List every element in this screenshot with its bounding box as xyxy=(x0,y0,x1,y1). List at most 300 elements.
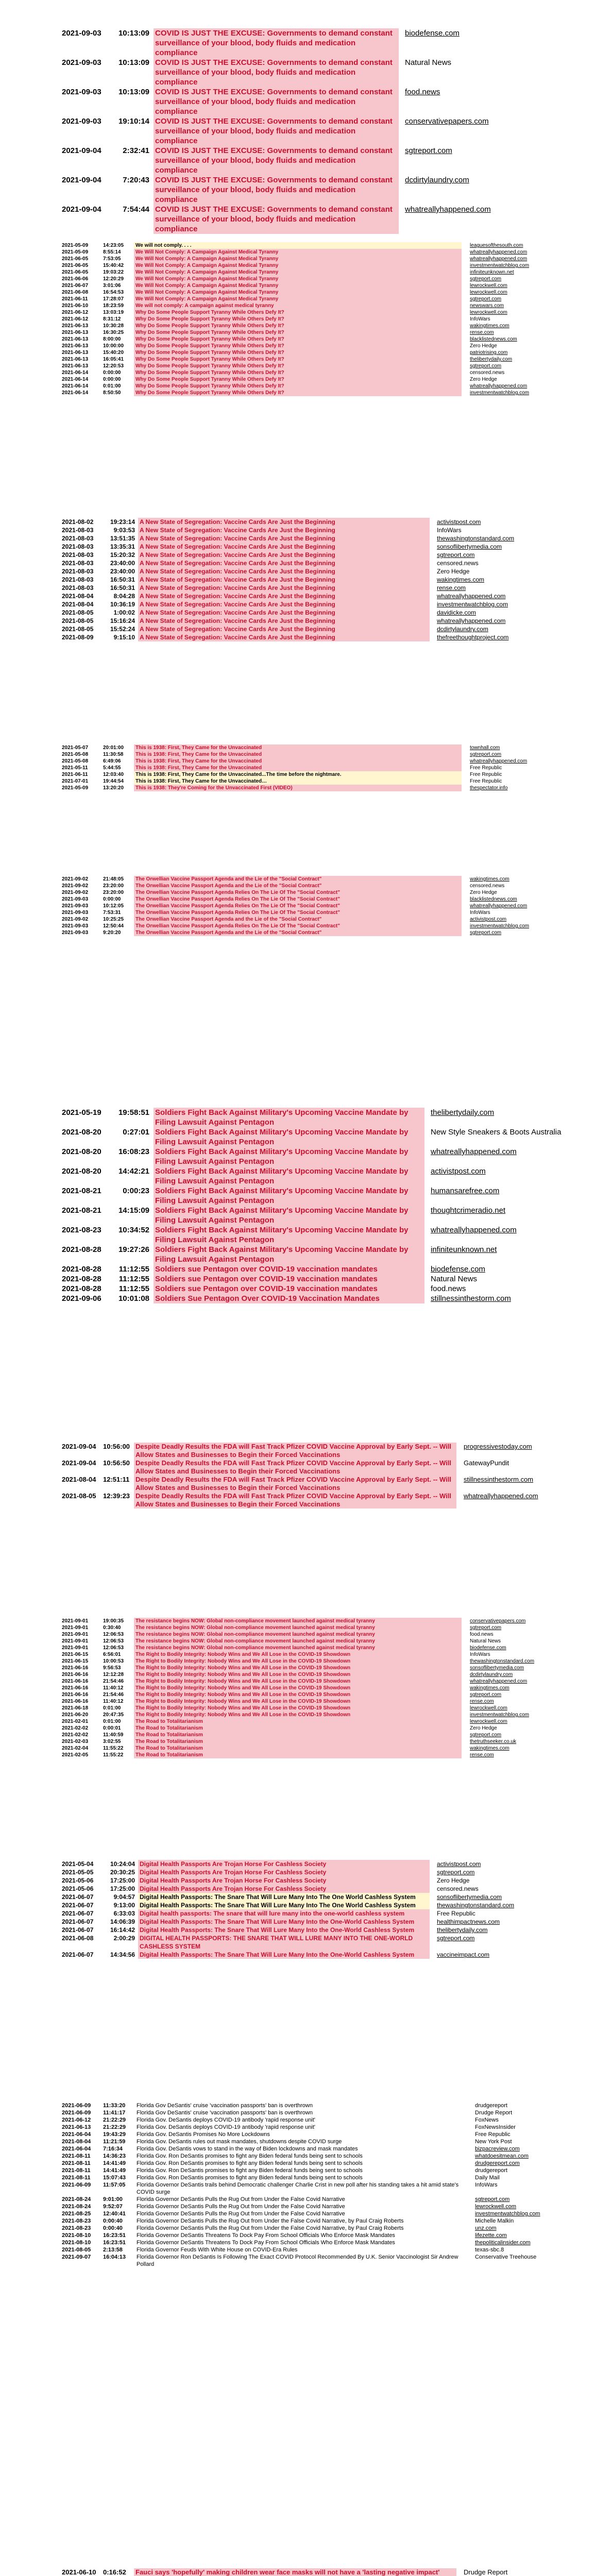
source-cell[interactable]: rense.com xyxy=(470,330,494,335)
source-cell: Zero Hedge xyxy=(470,890,497,895)
headline-cell: Soldiers Fight Back Against Military's Upcoming Vaccine Mandate by Filing Lawsuit Against Pentagon xyxy=(154,1225,424,1245)
table-row xyxy=(62,1926,577,1934)
table-row xyxy=(62,1166,577,1186)
source-cell[interactable]: thelibertydaily.com xyxy=(470,357,513,362)
source-cell[interactable]: biodefense.com xyxy=(405,29,460,38)
time-cell: 13:20:20 xyxy=(103,785,124,791)
source-cell[interactable]: rense.com xyxy=(470,1752,494,1758)
table-row xyxy=(62,2160,577,2167)
headline-cell: We Will Not Comply: A Campaign Against Medical Tyranny xyxy=(134,262,462,269)
source-cell[interactable]: whatreallyhappened.com xyxy=(431,1147,517,1156)
source-cell: InfoWars xyxy=(475,2182,498,2188)
headline-cell: Soldiers sue Pentagon over COVID-19 vaccination mandates xyxy=(154,1274,424,1284)
source-cell[interactable]: investmentwatchblog.com xyxy=(475,2211,540,2217)
table-row xyxy=(62,778,577,785)
headline-cell: COVID IS JUST THE EXCUSE: Governments to demand constant surveillance of your blood, body fluids and medication compliance xyxy=(154,28,399,58)
headline-cell: Soldiers Fight Back Against Military's Upcoming Vaccine Mandate by Filing Lawsuit Against Pentagon xyxy=(154,1127,424,1147)
time-cell: 8:55:14 xyxy=(103,249,121,255)
source-cell[interactable]: wakingtimes.com xyxy=(470,1685,509,1691)
source-cell: food.news xyxy=(470,1632,494,1637)
time-cell: 9:03:53 xyxy=(113,527,135,534)
table-row xyxy=(62,1893,577,1901)
date-cell: 2021-02-04 xyxy=(62,1745,89,1751)
source-cell[interactable]: thelibertydaily.com xyxy=(431,1108,495,1117)
time-cell: 11:40:59 xyxy=(103,1732,124,1738)
source-cell: Natural News xyxy=(405,58,452,67)
source-cell[interactable]: patriotrising.com xyxy=(470,350,508,355)
time-cell: 7:20:43 xyxy=(123,176,149,184)
source-cell[interactable]: townhall.com xyxy=(470,745,500,751)
date-cell: 2021-09-04 xyxy=(62,205,101,214)
table-row xyxy=(62,909,577,916)
date-cell: 2021-08-03 xyxy=(62,551,94,558)
table-row xyxy=(62,1658,577,1665)
source-cell[interactable]: dcdirtylaundry.com xyxy=(405,176,469,184)
source-cell[interactable]: sgtreport.com xyxy=(470,363,502,369)
table-row xyxy=(62,1225,577,1245)
headline-cell: Why Do Some People Support Tyranny While Others Defy It? xyxy=(134,336,462,343)
time-cell: 3:02:55 xyxy=(103,1739,121,1744)
date-cell: 2021-05-08 xyxy=(62,758,89,764)
table-row xyxy=(62,2138,577,2145)
time-cell: 19:03:22 xyxy=(103,269,124,275)
table-row xyxy=(62,383,577,389)
headline-cell: A New State of Segregation: Vaccine Cards Are Just the Beginning xyxy=(138,575,430,584)
source-cell: Daily Mail xyxy=(475,2175,500,2181)
source-cell: GatewayPundit xyxy=(464,1459,509,1467)
time-cell: 19:58:51 xyxy=(118,1108,149,1117)
source-cell[interactable]: infiniteunknown.net xyxy=(431,1245,497,1254)
time-cell: 15:16:24 xyxy=(110,617,135,624)
time-cell: 15:07:43 xyxy=(103,2175,126,2181)
source-cell[interactable]: newswars.com xyxy=(470,303,504,309)
source-cell[interactable]: investmentwatchblog.com xyxy=(470,1712,530,1718)
table-row xyxy=(62,1631,577,1638)
date-cell: 2021-06-05 xyxy=(62,256,89,262)
source-cell[interactable]: whatreallyhappened.com xyxy=(470,383,528,389)
date-cell: 2021-09-02 xyxy=(62,890,89,895)
source-cell[interactable]: thewashingtonstandard.com xyxy=(470,1658,535,1664)
source-cell[interactable]: sgtreport.com xyxy=(470,1692,502,1698)
time-cell: 11:12:55 xyxy=(118,1284,149,1293)
source-cell[interactable]: wakingtimes.com xyxy=(470,1745,509,1751)
source-cell: Free Republic xyxy=(470,778,502,784)
headline-cell: Florida Gov. Ron DeSantis promises to fight any Biden federal funds being sent to schools xyxy=(137,2160,363,2166)
date-cell: 2021-08-10 xyxy=(62,2240,91,2246)
source-cell: InfoWars xyxy=(470,910,490,916)
date-cell: 2021-06-05 xyxy=(62,269,89,275)
date-cell: 2021-09-03 xyxy=(62,903,89,909)
date-cell: 2021-06-07 xyxy=(62,1910,94,1917)
source-cell[interactable]: investmentwatchblog.com xyxy=(437,601,508,608)
date-cell: 2021-06-14 xyxy=(62,377,89,382)
date-cell: 2021-05-07 xyxy=(62,745,89,751)
source-cell[interactable]: lewrockwell.com xyxy=(470,283,507,289)
time-cell: 21:22:29 xyxy=(103,2124,126,2130)
time-cell: 0:01:00 xyxy=(103,1719,121,1724)
source-cell[interactable]: healthimpactnews.com xyxy=(437,1918,500,1925)
source-cell[interactable]: thetruthseeker.co.uk xyxy=(470,1739,517,1744)
source-cell[interactable]: investmentwatchblog.com xyxy=(470,390,530,396)
source-cell[interactable]: investmentwatchblog.com xyxy=(470,263,530,268)
date-cell: 2021-08-28 xyxy=(62,1245,101,1254)
source-cell[interactable]: stillnessinthestorm.com xyxy=(464,1476,534,1483)
date-cell: 2021-08-03 xyxy=(62,576,94,583)
table-row xyxy=(62,87,577,116)
time-cell: 16:23:51 xyxy=(103,2232,126,2239)
headline-cell: The Right to Bodily Integrity: Nobody Wins and We All Lose in the COVID-19 Showdown xyxy=(134,1671,462,1678)
time-cell: 11:30:58 xyxy=(103,752,124,757)
time-cell: 3:01:06 xyxy=(103,283,121,289)
date-cell: 2021-09-01 xyxy=(62,1632,89,1637)
date-cell: 2021-06-04 xyxy=(62,2146,91,2152)
source-cell[interactable]: humansarefree.com xyxy=(431,1187,500,1195)
headline-cell: The Right to Bodily Integrity: Nobody Wins and We All Lose in the COVID-19 Showdown xyxy=(134,1685,462,1691)
source-cell[interactable]: investmentwatchblog.com xyxy=(470,923,530,929)
headline-cell: The Road to Totalitarianism xyxy=(134,1718,462,1725)
date-cell: 2021-06-16 xyxy=(62,1665,89,1671)
headline-cell: Why Do Some People Support Tyranny While Others Defy It? xyxy=(134,363,462,369)
source-cell[interactable]: sgtreport.com xyxy=(470,1732,502,1738)
source-cell[interactable]: sgtreport.com xyxy=(470,296,502,302)
source-cell[interactable]: whatreallyhappened.com xyxy=(470,256,528,262)
time-cell: 9:56:53 xyxy=(103,1665,121,1671)
time-cell: 14:15:09 xyxy=(118,1206,149,1215)
headline-cell: We Will Not Comply: A Campaign Against Medical Tyranny xyxy=(134,249,462,256)
source-cell[interactable]: sonsoflibertymedia.com xyxy=(437,1893,502,1901)
table-row xyxy=(62,1294,577,1303)
source-cell: FoxNews xyxy=(475,2117,499,2123)
time-cell: 11:55:22 xyxy=(103,1752,124,1758)
source-cell[interactable]: whatreallyhappened.com xyxy=(470,249,528,255)
date-cell: 2021-06-12 xyxy=(62,316,89,322)
headline-cell: Despite Deadly Results the FDA will Fast Track Pfizer COVID Vaccine Approval by Early Sept. -- Will Allow States and Businesses to Begin their Forced Vaccinations xyxy=(134,1459,456,1476)
headline-cell: Florida Gov. Ron DeSantis promises to fight any Biden federal funds being sent to schools xyxy=(137,2175,363,2181)
source-cell[interactable]: drudgereport.com xyxy=(475,2160,520,2166)
source-cell[interactable]: sgtreport.com xyxy=(437,1935,475,1942)
table-row xyxy=(62,1108,577,1127)
headline-cell: Florida Gov. DeSantis Promises No More Lockdowns xyxy=(137,2131,270,2138)
headline-cell: The Right to Bodily Integrity: Nobody Wins and We All Lose in the COVID-19 Showdown xyxy=(134,1711,462,1718)
table-row xyxy=(62,1705,577,1711)
time-cell: 0:00:40 xyxy=(103,2218,123,2224)
source-cell[interactable]: progressivestoday.com xyxy=(464,1443,532,1450)
source-cell[interactable]: vaccineimpact.com xyxy=(437,1951,490,1958)
source-cell[interactable]: thewashingtonstandard.com xyxy=(437,535,515,542)
headline-cell: The Orwellian Vaccine Passport Agenda Relies On The Lie Of The "Social Contract" xyxy=(134,889,462,896)
time-cell: 16:50:31 xyxy=(110,584,135,591)
date-cell: 2021-07-01 xyxy=(62,778,89,784)
headline-cell: Soldiers sue Pentagon over COVID-19 vaccination mandates xyxy=(154,1264,424,1274)
time-cell: 10:56:50 xyxy=(103,1459,130,1467)
table-row xyxy=(62,1909,577,1918)
headline-cell: Despite Deadly Results the FDA will Fast Track Pfizer COVID Vaccine Approval by Early Sept. -- Will Allow States and Businesses to Begin their Forced Vaccinations xyxy=(134,1476,456,1492)
headline-cell: We Will Not Comply: A Campaign Against Medical Tyranny xyxy=(134,256,462,262)
time-cell: 12:20:29 xyxy=(103,276,124,282)
headline-cell: The Road to Totalitarianism xyxy=(134,1725,462,1732)
date-cell: 2021-06-07 xyxy=(62,1918,94,1925)
source-cell[interactable]: wakingtimes.com xyxy=(437,576,485,583)
source-cell[interactable]: sonsoflibertymedia.com xyxy=(437,543,502,550)
time-cell: 16:30:25 xyxy=(103,330,124,335)
source-cell: drudgereport xyxy=(475,2167,507,2174)
time-cell: 5:44:55 xyxy=(103,765,121,771)
source-cell[interactable]: whatreallyhappened.com xyxy=(470,758,528,764)
date-cell: 2021-08-28 xyxy=(62,1284,101,1293)
source-cell[interactable]: thelibertydaily.com xyxy=(437,1926,488,1934)
table-row xyxy=(62,1671,577,1678)
date-cell: 2021-05-06 xyxy=(62,1877,94,1884)
source-cell[interactable]: wakingtimes.com xyxy=(470,876,509,882)
source-cell[interactable]: sgtreport.com xyxy=(437,551,475,558)
date-cell: 2021-02-03 xyxy=(62,1739,89,1744)
headline-cell: Digital Health Passports Are Trojan Horse For Cashless Society xyxy=(138,1885,430,1893)
date-cell: 2021-09-03 xyxy=(62,896,89,902)
source-cell[interactable]: sgtreport.com xyxy=(437,1869,475,1876)
time-cell: 19:43:29 xyxy=(103,2131,126,2138)
table-row xyxy=(62,1618,577,1624)
source-cell[interactable]: activistpost.com xyxy=(437,518,481,526)
source-cell[interactable]: dcdirtylaundry.com xyxy=(470,1672,513,1677)
date-cell: 2021-09-01 xyxy=(62,1618,89,1624)
table-row xyxy=(62,2145,577,2153)
time-cell: 11:12:55 xyxy=(118,1265,149,1274)
source-cell[interactable]: biodefense.com xyxy=(431,1265,485,1274)
headline-cell: Florida Governor DeSantis Pulls the Rug Out from Under the False Covid Narrative, by Paul Craig Roberts xyxy=(137,2218,404,2224)
source-cell[interactable]: bizpacreview.com xyxy=(475,2146,520,2152)
time-cell: 13:35:31 xyxy=(110,543,135,550)
headline-cell: Why Do Some People Support Tyranny While Others Defy It? xyxy=(134,343,462,349)
source-cell[interactable]: davidicke.com xyxy=(437,609,477,616)
source-cell[interactable]: thespectator.info xyxy=(470,785,508,791)
table-row xyxy=(62,175,577,205)
date-cell: 2021-06-07 xyxy=(62,1926,94,1934)
source-cell[interactable]: sgtreport.com xyxy=(470,276,502,282)
headline-cell: A New State of Segregation: Vaccine Cards Are Just the Beginning xyxy=(138,534,430,543)
headline-cell: Digital Health Passports Are Trojan Horse For Cashless Society xyxy=(138,1868,430,1876)
headline-cell: Soldiers Sue Pentagon Over COVID-19 Vaccination Mandates xyxy=(154,1294,424,1303)
headline-cell: DIGITAL HEALTH PASSPORTS: THE SNARE THAT WILL LURE MANY INTO THE ONE-WORLD CASHLESS SYSTEM xyxy=(138,1934,430,1951)
source-cell[interactable]: whatreallyhappened.com xyxy=(437,617,506,624)
headline-cell: Soldiers Fight Back Against Military's Upcoming Vaccine Mandate by Filing Lawsuit Against Pentagon xyxy=(154,1245,424,1264)
date-cell: 2021-08-10 xyxy=(62,2232,91,2239)
source-cell[interactable]: thoughtcrimeradio.net xyxy=(431,1206,506,1215)
time-cell: 16:23:51 xyxy=(103,2240,126,2246)
time-cell: 13:03:19 xyxy=(103,310,124,315)
table-row xyxy=(62,329,577,336)
table-row xyxy=(62,2225,577,2232)
table-row xyxy=(62,916,577,923)
headline-cell: Florida Gov DeSantis' cruise 'vaccination passports' ban is overthrown xyxy=(137,2103,313,2109)
date-cell: 2021-06-09 xyxy=(62,2182,91,2188)
date-cell: 2021-08-04 xyxy=(62,1476,96,1483)
source-cell[interactable]: food.news xyxy=(405,88,440,96)
table-row xyxy=(62,1264,577,1274)
time-cell: 16:08:23 xyxy=(118,1147,149,1156)
date-cell: 2021-06-10 xyxy=(62,2568,96,2576)
source-cell[interactable]: sonsoflibertymedia.com xyxy=(470,1665,524,1671)
source-cell[interactable]: sgtreport.com xyxy=(470,1625,502,1631)
headline-cell: Florida Gov. DeSantis deploys COVID-19 antibody 'rapid response unit' xyxy=(137,2117,316,2123)
table-row xyxy=(62,1645,577,1651)
date-cell: 2021-08-05 xyxy=(62,1492,96,1500)
table-row xyxy=(62,2210,577,2217)
source-cell[interactable]: whatreallyhappened.com xyxy=(405,205,491,214)
table-row xyxy=(62,1718,577,1725)
time-cell: 12:06:53 xyxy=(103,1645,124,1651)
date-cell: 2021-08-20 xyxy=(62,1128,101,1137)
headline-cell: Why Do Some People Support Tyranny While Others Defy It? xyxy=(134,316,462,323)
time-cell: 0:27:01 xyxy=(123,1128,149,1137)
source-cell[interactable]: lewrockwell.com xyxy=(475,2204,517,2210)
headline-group-9 xyxy=(62,1860,577,1959)
time-cell: 16:14:42 xyxy=(110,1926,135,1934)
time-cell: 20:01:00 xyxy=(103,745,124,751)
table-row xyxy=(62,369,577,376)
date-cell: 2021-06-13 xyxy=(62,350,89,355)
time-cell: 11:41:17 xyxy=(103,2110,126,2116)
source-cell[interactable]: unz.com xyxy=(475,2225,497,2231)
source-cell[interactable]: activistpost.com xyxy=(437,1860,481,1868)
date-cell: 2021-06-20 xyxy=(62,1712,89,1718)
table-row xyxy=(62,1678,577,1685)
source-cell[interactable]: conservativepapers.com xyxy=(405,117,489,126)
source-cell[interactable]: whatreallyhappened.com xyxy=(437,592,506,600)
headline-cell: Digital Health Passports: The Snare That Will Lure Many Into The One World Cashless System xyxy=(138,1901,430,1909)
source-cell[interactable]: activistpost.com xyxy=(470,917,507,922)
date-cell: 2021-06-08 xyxy=(62,290,89,295)
headline-cell: We Will Not Comply: A Campaign Against Medical Tyranny xyxy=(134,289,462,296)
time-cell: 0:00:01 xyxy=(103,1725,121,1731)
source-cell[interactable]: thepoliticalinsider.com xyxy=(475,2240,531,2246)
date-cell: 2021-06-15 xyxy=(62,1652,89,1657)
source-cell[interactable]: lewrockwell.com xyxy=(470,290,507,295)
source-cell[interactable]: blacklistednews.com xyxy=(470,896,517,902)
source-cell: InfoWars xyxy=(437,527,462,534)
time-cell: 11:55:22 xyxy=(103,1745,124,1751)
source-cell[interactable]: whatdoesitmean.com xyxy=(475,2153,529,2159)
headline-cell: Florida Governor DeSantis Threatens To Dock Pay From School Officials Who Enforce Mask Mandates xyxy=(137,2240,395,2246)
source-cell[interactable]: lewrockwell.com xyxy=(470,1705,507,1711)
source-cell[interactable]: lewrockwell.com xyxy=(470,1719,507,1724)
date-cell: 2021-06-09 xyxy=(62,2103,91,2109)
headline-group-3 xyxy=(62,518,577,641)
source-cell: New York Post xyxy=(475,2139,512,2145)
time-cell: 0:00:00 xyxy=(103,896,121,902)
time-cell: 10:56:00 xyxy=(103,1443,130,1450)
headline-cell: This is 1938: First, They Came for the Unvaccinated...The time before the nightmare. xyxy=(134,771,462,778)
source-cell[interactable]: wakingtimes.com xyxy=(470,323,509,329)
table-row xyxy=(62,1918,577,1926)
headline-cell: The Orwellian Vaccine Passport Agenda Relies On The Lie Of The "Social Contract" xyxy=(134,909,462,916)
date-cell: 2021-06-16 xyxy=(62,1679,89,1684)
time-cell: 10:12:05 xyxy=(103,903,124,909)
date-cell: 2021-06-11 xyxy=(62,772,88,777)
source-cell[interactable]: whatreallyhappened.com xyxy=(431,1226,517,1234)
headline-cell: The resistance begins NOW: Global non-compliance movement launched against medical tyranny xyxy=(134,1618,462,1624)
headline-cell: The Orwellian Vaccine Passport Agenda Relies On The Lie Of The "Social Contract" xyxy=(134,923,462,929)
source-cell[interactable]: stillnessinthestorm.com xyxy=(431,1294,511,1303)
headline-cell: Soldiers Fight Back Against Military's Upcoming Vaccine Mandate by Filing Lawsuit Against Pentagon xyxy=(154,1186,424,1206)
source-cell[interactable]: blacklistednews.com xyxy=(470,336,517,342)
source-cell: censored.news xyxy=(470,883,505,889)
date-cell: 2021-08-03 xyxy=(62,543,94,550)
date-cell: 2021-06-09 xyxy=(62,2110,91,2116)
headline-cell: The Right to Bodily Integrity: Nobody Wins and We All Lose in the COVID-19 Showdown xyxy=(134,1698,462,1705)
table-row xyxy=(62,608,577,617)
date-cell: 2021-09-01 xyxy=(62,1638,89,1644)
table-row xyxy=(62,2116,577,2124)
time-cell: 12:03:40 xyxy=(103,772,124,777)
headline-cell: Digital Health Passports: The Snare That Will Lure Many Into The One World Cashless System xyxy=(138,1893,430,1901)
table-row xyxy=(62,1206,577,1225)
headline-cell: A New State of Segregation: Vaccine Cards Are Just the Beginning xyxy=(138,559,430,567)
date-cell: 2021-06-14 xyxy=(62,370,89,376)
source-cell[interactable]: lifezette.com xyxy=(475,2232,507,2239)
date-cell: 2021-09-03 xyxy=(62,930,89,936)
headline-cell: Florida Gov. DeSantis deploys COVID-19 antibody 'rapid response unit' xyxy=(137,2124,316,2130)
source-cell[interactable]: whatreallyhappened.com xyxy=(470,903,528,909)
source-cell[interactable]: biodefense.com xyxy=(470,1645,506,1651)
date-cell: 2021-06-13 xyxy=(62,336,89,342)
table-row xyxy=(62,543,577,551)
source-cell[interactable]: lewrockwell.com xyxy=(470,310,507,315)
source-cell[interactable]: whatreallyhappened.com xyxy=(464,1492,538,1500)
time-cell: 0:00:40 xyxy=(103,2225,123,2231)
source-cell[interactable]: activistpost.com xyxy=(431,1167,486,1176)
source-cell[interactable]: thefreethoughtproject.com xyxy=(437,634,509,641)
source-cell[interactable]: infiniteunknown.net xyxy=(470,269,514,275)
date-cell: 2021-09-04 xyxy=(62,1443,96,1450)
headline-group-10 xyxy=(62,2102,577,2268)
table-row xyxy=(62,336,577,343)
source-cell[interactable]: sgtreport.com xyxy=(470,752,502,757)
source-cell[interactable]: thewashingtonstandard.com xyxy=(437,1902,515,1909)
source-cell[interactable]: sgtreport.com xyxy=(470,930,502,936)
headline-cell: Florida Governor DeSantis Pulls the Rug Out from Under the False Covid Narrative xyxy=(137,2204,345,2210)
headline-cell: COVID IS JUST THE EXCUSE: Governments to demand constant surveillance of your blood, body fluids and medication compliance xyxy=(154,146,399,175)
source-cell[interactable]: sgtreport.com xyxy=(475,2196,510,2202)
headline-cell: Florida Governor DeSantis trails behind Democratic challenger Charlie Crist in new poll after his standing takes a hit amid state's COVID surge xyxy=(137,2182,459,2195)
headline-cell: The Right to Bodily Integrity: Nobody Wins and We All Lose in the COVID-19 Showdown xyxy=(134,1705,462,1711)
source-cell[interactable]: leaguesofthesouth.com xyxy=(470,243,523,248)
date-cell: 2021-06-06 xyxy=(62,276,89,282)
source-cell[interactable]: whatreallyhappened.com xyxy=(470,1679,528,1684)
source-cell: InfoWars xyxy=(470,1652,490,1657)
headline-cell: Florida Governor DeSantis Pulls the Rug Out from Under the False Covid Narrative xyxy=(137,2211,345,2217)
source-cell[interactable]: rense.com xyxy=(437,584,466,591)
time-cell: 12:20:53 xyxy=(103,363,124,369)
table-row xyxy=(62,1752,577,1758)
source-cell[interactable]: sgtreport.com xyxy=(405,146,452,155)
source-cell: Natural News xyxy=(431,1275,478,1283)
time-cell: 11:33:20 xyxy=(103,2103,126,2109)
source-cell[interactable]: dcdirtylaundry.com xyxy=(437,625,488,633)
headline-cell: Soldiers sue Pentagon over COVID-19 vaccination mandates xyxy=(154,1284,424,1294)
source-cell[interactable]: rense.com xyxy=(470,1699,494,1704)
table-row xyxy=(62,1745,577,1752)
headline-cell: Florida Governor Ron DeSantis Is Following The Exact COVID Protocol Recommended By U.K. Senior Vaccinologist Sir Andrew Pollard xyxy=(137,2254,458,2267)
time-cell: 10:25:25 xyxy=(103,917,124,922)
headline-cell: Why Do Some People Support Tyranny While Others Defy It? xyxy=(134,369,462,376)
date-cell: 2021-05-09 xyxy=(62,243,89,248)
source-cell[interactable]: conservativepapers.com xyxy=(470,1618,526,1624)
time-cell: 12:50:44 xyxy=(103,923,124,929)
time-cell: 8:00:00 xyxy=(103,336,121,342)
date-cell: 2021-08-24 xyxy=(62,2196,91,2202)
time-cell: 15:40:42 xyxy=(103,263,124,268)
headline-cell: This is 1938: First, They Came for the Unvaccinated xyxy=(134,765,462,771)
